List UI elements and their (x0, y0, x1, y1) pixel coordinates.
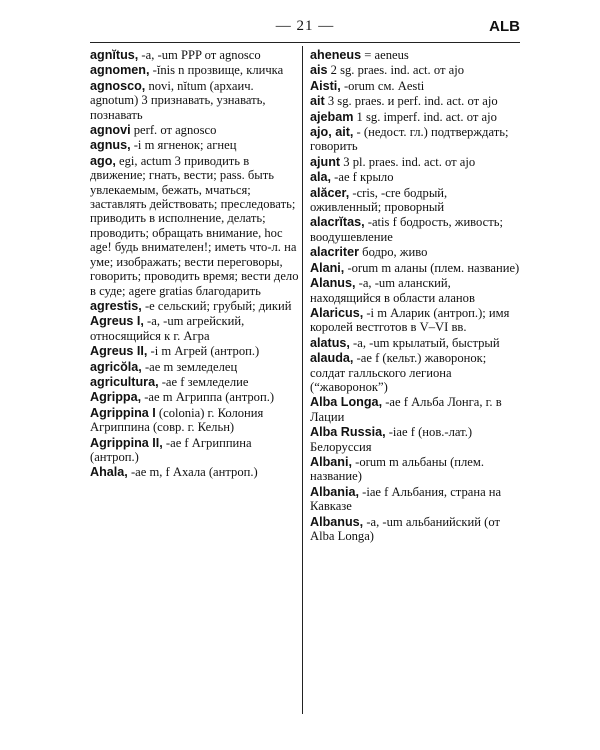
entry-headword: ago, (90, 153, 116, 168)
entry-headword: Albanus, (310, 514, 364, 529)
dictionary-entry (310, 186, 520, 215)
dictionary-entry (310, 395, 520, 424)
dictionary-entry (310, 94, 520, 108)
entry-definition: -a, -um агрейский, относящийся к г. Агра (90, 314, 245, 343)
dictionary-entry (310, 455, 520, 484)
entry-headword: ala, (310, 170, 332, 185)
entry-definition: -cris, -cre бодрый, оживленный; проворный (310, 185, 448, 215)
entry-definition: -a, -um крылатый, быстрый (349, 335, 500, 350)
dictionary-entry (310, 63, 520, 77)
entry-definition: -ae m, f Ахала (антроп.) (127, 465, 258, 480)
page-header (90, 18, 520, 40)
entry-definition: -a, -um аланский, находящийся в области аланов (310, 276, 475, 305)
entry-definition: 3 sg. praes. и perf. ind. act. от ajo (324, 94, 498, 109)
entry-headword: alacrĭtas, (310, 215, 365, 230)
page-number: — 21 — (275, 18, 335, 34)
dictionary-entry (90, 123, 300, 137)
dictionary-entry (90, 138, 300, 152)
dictionary-entry (90, 63, 300, 77)
entry-headword: alatus, (310, 335, 350, 350)
entry-definition: -ae f Альба Лонга, г. в Лации (310, 395, 502, 424)
entry-definition: -ae m земледелец (141, 359, 238, 374)
dictionary-entry (90, 79, 300, 122)
entry-headword: Alanus, (310, 276, 356, 291)
dictionary-entry (310, 351, 520, 394)
entry-definition: 3 pl. praes. ind. act. от ajo (340, 154, 476, 169)
entry-definition: -ae f крыло (331, 170, 394, 185)
dictionary-entry (310, 110, 520, 124)
entry-headword: agnovi (90, 123, 131, 138)
entry-headword: agnomen, (90, 63, 150, 78)
entry-definition: perf. от agnosco (130, 123, 217, 138)
entry-definition: = aeneus (361, 48, 409, 62)
entry-definition: -ae m Агриппа (антроп.) (141, 390, 275, 405)
dictionary-entry (90, 390, 300, 404)
entry-definition: -i m Агрей (антроп.) (147, 344, 260, 359)
entry-headword: Alba Longa, (310, 395, 383, 410)
entry-headword: Agrippina I (90, 405, 156, 420)
entry-definition: (colonia) г. Колония Агриппина (совр. г. Кельн) (90, 405, 264, 435)
entry-definition: -orum см. Aesti (340, 78, 425, 93)
entry-headword: Ahala, (90, 465, 128, 480)
running-head: ALB (489, 18, 520, 35)
entry-headword: Alani, (310, 260, 345, 275)
entry-definition: -i m ягненок; агнец (130, 138, 237, 153)
entry-definition: -e сельский; грубый; дикий (141, 298, 292, 313)
dictionary-entry (310, 245, 520, 259)
dictionary-entry (310, 215, 520, 244)
entry-headword: agnus, (90, 138, 131, 153)
dictionary-entry (310, 261, 520, 275)
dictionary-entry (90, 360, 300, 374)
entry-headword: agricŏla, (90, 359, 142, 374)
entry-definition: -ae f земледелие (158, 374, 249, 389)
entry-headword: agnĭtus, (90, 48, 139, 62)
entry-headword: Agrippa, (90, 390, 142, 405)
entry-definition: novi, nĭtum (архаич. agnotum) 3 признавать, узнавать, познавать (90, 78, 266, 122)
entry-definition: -a, -um альбанийский (от Alba Longa) (310, 514, 500, 543)
dictionary-entry (90, 299, 300, 313)
left-column (90, 48, 300, 481)
entry-headword: ais (310, 63, 328, 78)
entry-headword: Albania, (310, 484, 359, 499)
dictionary-entry (310, 485, 520, 514)
entry-definition: -orum m аланы (плем. название) (344, 260, 520, 275)
dictionary-entry (310, 425, 520, 454)
entry-headword: Aisti, (310, 78, 341, 93)
entry-definition: -a, -um PPP от agnosco (138, 48, 261, 62)
column-divider (302, 46, 303, 714)
dictionary-entry (90, 375, 300, 389)
dictionary-entry (310, 155, 520, 169)
dictionary-entry (310, 515, 520, 544)
entry-definition: -iae f Альбания, страна на Кавказе (310, 484, 502, 514)
dictionary-entry (310, 276, 520, 305)
entry-definition: бодро, живо (359, 245, 428, 260)
entry-headword: Agrippina II, (90, 435, 163, 450)
entry-definition: 1 sg. imperf. ind. act. от ajo (353, 109, 497, 124)
entry-headword: Alaricus, (310, 305, 364, 320)
dictionary-entry (90, 344, 300, 358)
entry-definition: -ĭnis n прозвище, кличка (149, 63, 284, 78)
entry-headword: ajebam (310, 109, 354, 124)
entry-headword: agnosco, (90, 78, 146, 93)
entry-headword: Alba Russia, (310, 425, 386, 440)
entry-definition: - (недост. гл.) подтверждать; говорить (310, 125, 509, 154)
entry-definition: egi, actum 3 приводить в движение; гнать, вести; pass. быть увлекаемым, бежать, мчаться; заставлять действовать; преследовать; приводить в исполнение, делать; проводить; обращать внимание, hoc age! будь внимателен!; иметь что-л. на уме; изображать; вести переговоры, говорить; проводить время; вести дело в суде; agere gratias благодарить (90, 153, 299, 298)
entry-headword: ait (310, 94, 325, 109)
entry-headword: alauda, (310, 351, 354, 366)
entry-headword: aheneus (310, 48, 362, 62)
entry-headword: ajunt (310, 154, 341, 169)
entry-headword: Agreus II, (90, 344, 148, 359)
dictionary-entry (90, 436, 300, 465)
dictionary-entry (310, 306, 520, 335)
dictionary-entry (90, 48, 300, 62)
dictionary-entry (310, 79, 520, 93)
entry-definition: -ae f Агриппина (антроп.) (90, 435, 252, 464)
dictionary-entry (90, 406, 300, 435)
entry-definition: -orum m альбаны (плем. название) (310, 454, 485, 484)
header-rule (90, 42, 520, 43)
entry-headword: agrestis, (90, 298, 142, 313)
dictionary-entry (90, 314, 300, 343)
dictionary-entry (310, 125, 520, 154)
entry-definition: -ae f (кельт.) жаворонок; солдат галльского легиона (“жаворонок”) (310, 351, 487, 394)
entry-headword: alăcer, (310, 185, 350, 200)
entry-headword: Agreus I, (90, 314, 144, 329)
entry-headword: ajo, ait, (310, 125, 354, 140)
dictionary-entry (90, 465, 300, 479)
dictionary-entry (310, 48, 520, 62)
entry-definition: -iae f (нов.-лат.) Белоруссия (310, 425, 473, 454)
entry-headword: alacriter (310, 245, 360, 260)
entry-definition: 2 sg. praes. ind. act. от ajo (327, 63, 465, 78)
entry-headword: Albani, (310, 454, 352, 469)
dictionary-entry (90, 154, 300, 298)
dictionary-entry (310, 170, 520, 184)
entry-headword: agricultura, (90, 374, 159, 389)
entry-definition: -atis f бодрость, живость; воодушевление (310, 215, 503, 244)
entry-definition: -i m Аларик (антроп.); имя королей вестготов в V–VI вв. (310, 305, 510, 335)
right-column (310, 48, 520, 544)
dictionary-entry (310, 336, 520, 350)
